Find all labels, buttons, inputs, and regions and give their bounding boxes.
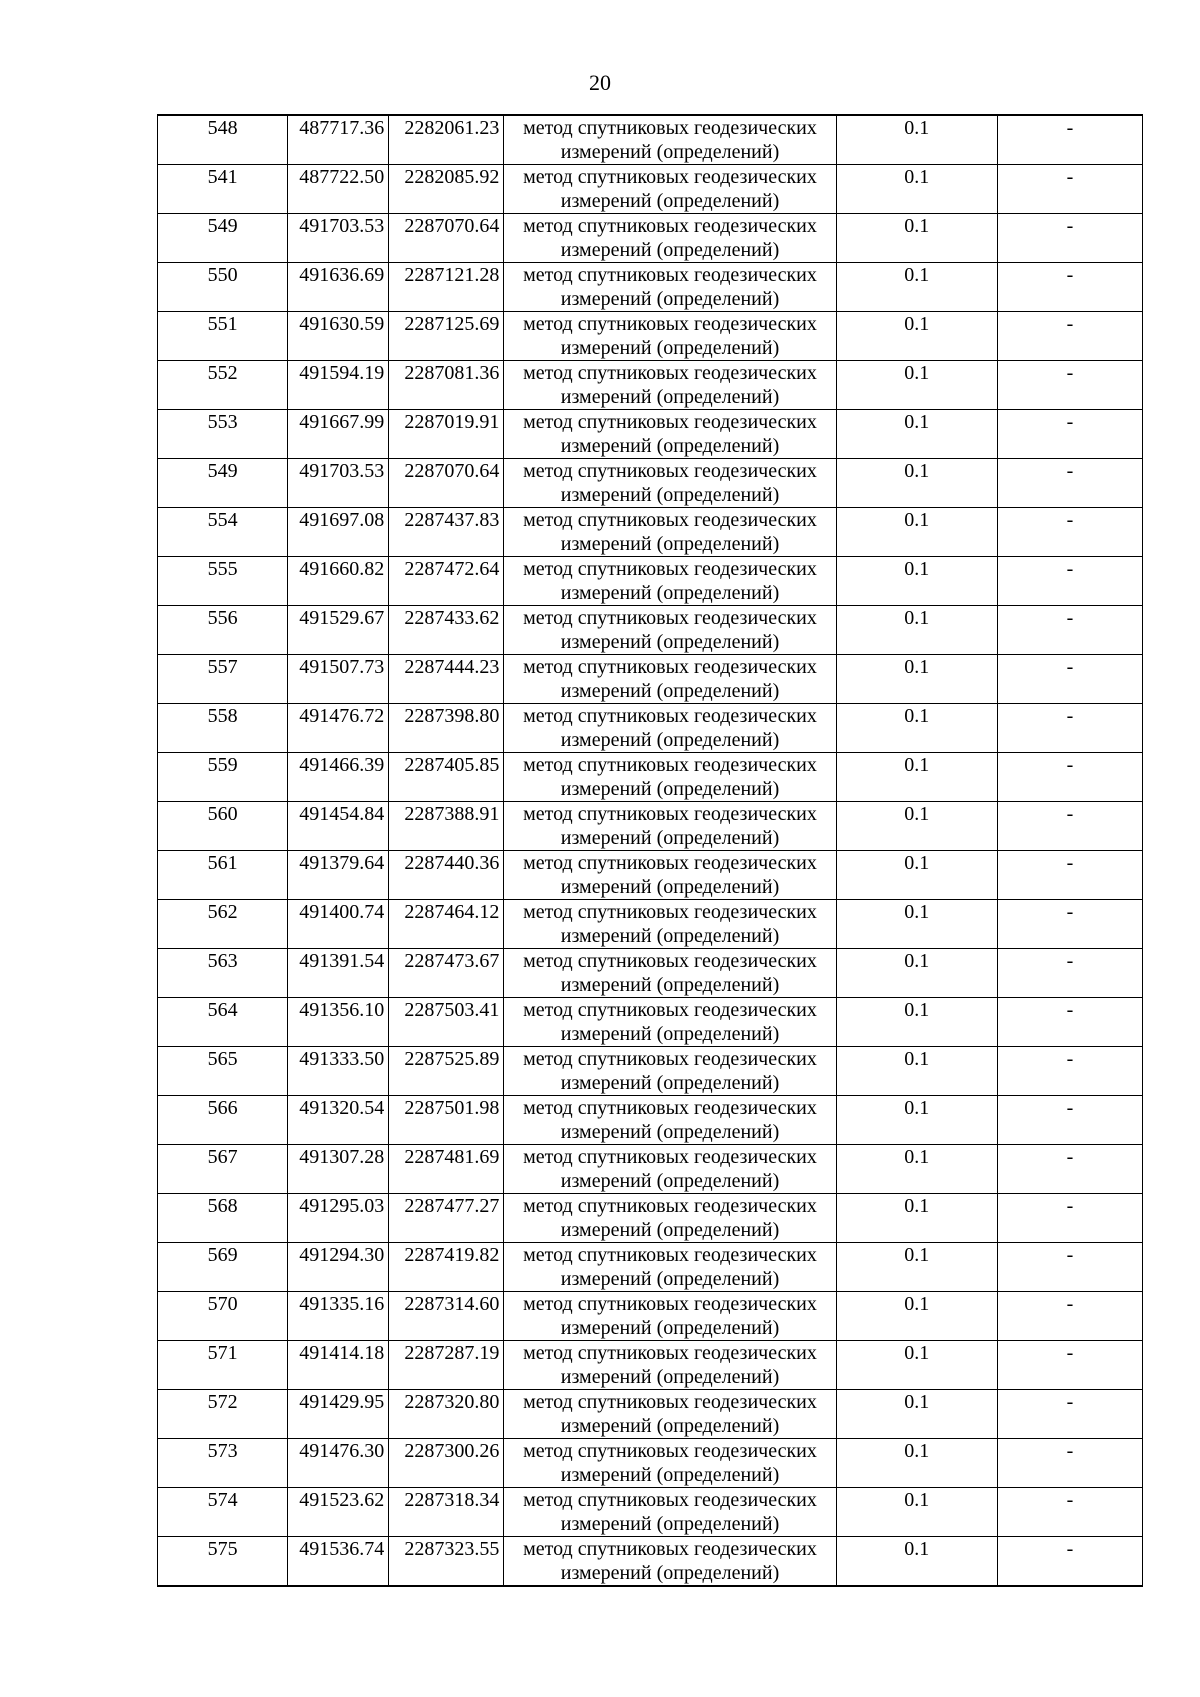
method-cell bbox=[504, 165, 836, 214]
y-coordinate-cell: 2287320.80 bbox=[389, 1390, 504, 1439]
x-coordinate-cell: 491379.64 bbox=[288, 851, 389, 900]
method-cell bbox=[504, 900, 836, 949]
y-coordinate-cell: 2287477.27 bbox=[389, 1194, 504, 1243]
table-row bbox=[158, 1145, 1143, 1194]
y-coordinate-cell: 2287503.41 bbox=[389, 998, 504, 1047]
method-cell bbox=[504, 1341, 836, 1390]
method-cell bbox=[504, 704, 836, 753]
method-line-1: метод спутниковых геодезических bbox=[523, 901, 817, 923]
point-number-cell: 550 bbox=[158, 263, 288, 312]
method-cell bbox=[504, 949, 836, 998]
x-coordinate-cell: 491594.19 bbox=[288, 361, 389, 410]
y-coordinate-cell: 2287501.98 bbox=[389, 1096, 504, 1145]
coordinates-table-body bbox=[158, 115, 1143, 1586]
table-row bbox=[158, 115, 1143, 165]
point-number-cell: 562 bbox=[158, 900, 288, 949]
y-coordinate-cell: 2287318.34 bbox=[389, 1488, 504, 1537]
accuracy-cell: 0.1 bbox=[836, 312, 997, 361]
note-cell: - bbox=[997, 214, 1142, 263]
x-coordinate-cell: 491636.69 bbox=[288, 263, 389, 312]
table-row bbox=[158, 557, 1143, 606]
note-cell: - bbox=[997, 459, 1142, 508]
method-cell bbox=[504, 1390, 836, 1439]
table-row bbox=[158, 312, 1143, 361]
method-line-1: метод спутниковых геодезических bbox=[523, 460, 817, 482]
method-line-2: измерений (определений) bbox=[560, 386, 780, 408]
method-cell bbox=[504, 753, 836, 802]
method-cell bbox=[504, 214, 836, 263]
y-coordinate-cell: 2287388.91 bbox=[389, 802, 504, 851]
method-cell bbox=[504, 998, 836, 1047]
accuracy-cell: 0.1 bbox=[836, 1341, 997, 1390]
note-cell: - bbox=[997, 606, 1142, 655]
method-cell bbox=[504, 312, 836, 361]
method-line-2: измерений (определений) bbox=[560, 1170, 780, 1192]
point-number-cell: 549 bbox=[158, 214, 288, 263]
method-cell bbox=[504, 655, 836, 704]
y-coordinate-cell: 2287437.83 bbox=[389, 508, 504, 557]
table-row bbox=[158, 1047, 1143, 1096]
method-cell bbox=[504, 557, 836, 606]
point-number-cell: 570 bbox=[158, 1292, 288, 1341]
y-coordinate-cell: 2287314.60 bbox=[389, 1292, 504, 1341]
method-line-1: метод спутниковых геодезических bbox=[523, 607, 817, 629]
x-coordinate-cell: 491630.59 bbox=[288, 312, 389, 361]
method-line-2: измерений (определений) bbox=[560, 1366, 780, 1388]
x-coordinate-cell: 491400.74 bbox=[288, 900, 389, 949]
note-cell: - bbox=[997, 1096, 1142, 1145]
method-cell bbox=[504, 1292, 836, 1341]
point-number-cell: 553 bbox=[158, 410, 288, 459]
method-line-2: измерений (определений) bbox=[560, 239, 780, 261]
point-number-cell: 571 bbox=[158, 1341, 288, 1390]
point-number-cell: 564 bbox=[158, 998, 288, 1047]
accuracy-cell: 0.1 bbox=[836, 1096, 997, 1145]
method-cell bbox=[504, 459, 836, 508]
table-row bbox=[158, 1390, 1143, 1439]
y-coordinate-cell: 2287323.55 bbox=[389, 1537, 504, 1587]
point-number-cell: 563 bbox=[158, 949, 288, 998]
method-cell bbox=[504, 263, 836, 312]
accuracy-cell: 0.1 bbox=[836, 1488, 997, 1537]
x-coordinate-cell: 491295.03 bbox=[288, 1194, 389, 1243]
y-coordinate-cell: 2287472.64 bbox=[389, 557, 504, 606]
method-line-2: измерений (определений) bbox=[560, 1415, 780, 1437]
y-coordinate-cell: 2287433.62 bbox=[389, 606, 504, 655]
accuracy-cell: 0.1 bbox=[836, 410, 997, 459]
point-number-cell: 557 bbox=[158, 655, 288, 704]
x-coordinate-cell: 491476.30 bbox=[288, 1439, 389, 1488]
method-line-2: измерений (определений) bbox=[560, 288, 780, 310]
method-line-1: метод спутниковых геодезических bbox=[523, 1293, 817, 1315]
point-number-cell: 548 bbox=[158, 115, 288, 165]
accuracy-cell: 0.1 bbox=[836, 508, 997, 557]
method-line-2: измерений (определений) bbox=[560, 1317, 780, 1339]
y-coordinate-cell: 2282061.23 bbox=[389, 115, 504, 165]
table-row bbox=[158, 410, 1143, 459]
method-line-1: метод спутниковых геодезических bbox=[523, 1342, 817, 1364]
point-number-cell: 574 bbox=[158, 1488, 288, 1537]
y-coordinate-cell: 2287444.23 bbox=[389, 655, 504, 704]
method-line-1: метод спутниковых геодезических bbox=[523, 1146, 817, 1168]
note-cell: - bbox=[997, 998, 1142, 1047]
x-coordinate-cell: 491667.99 bbox=[288, 410, 389, 459]
method-line-1: метод спутниковых геодезических bbox=[523, 803, 817, 825]
method-line-1: метод спутниковых геодезических bbox=[523, 1048, 817, 1070]
x-coordinate-cell: 491320.54 bbox=[288, 1096, 389, 1145]
y-coordinate-cell: 2287019.91 bbox=[389, 410, 504, 459]
accuracy-cell: 0.1 bbox=[836, 115, 997, 165]
table-row bbox=[158, 606, 1143, 655]
method-line-2: измерений (определений) bbox=[560, 1464, 780, 1486]
y-coordinate-cell: 2282085.92 bbox=[389, 165, 504, 214]
y-coordinate-cell: 2287287.19 bbox=[389, 1341, 504, 1390]
method-line-1: метод спутниковых геодезических bbox=[523, 411, 817, 433]
method-line-1: метод спутниковых геодезических bbox=[523, 754, 817, 776]
y-coordinate-cell: 2287473.67 bbox=[389, 949, 504, 998]
x-coordinate-cell: 491294.30 bbox=[288, 1243, 389, 1292]
method-cell bbox=[504, 115, 836, 165]
method-line-2: измерений (определений) bbox=[560, 1121, 780, 1143]
y-coordinate-cell: 2287300.26 bbox=[389, 1439, 504, 1488]
note-cell: - bbox=[997, 900, 1142, 949]
note-cell: - bbox=[997, 704, 1142, 753]
point-number-cell: 552 bbox=[158, 361, 288, 410]
method-cell bbox=[504, 508, 836, 557]
accuracy-cell: 0.1 bbox=[836, 606, 997, 655]
method-line-1: метод спутниковых геодезических bbox=[523, 313, 817, 335]
method-cell bbox=[504, 410, 836, 459]
note-cell: - bbox=[997, 1439, 1142, 1488]
table-row bbox=[158, 802, 1143, 851]
x-coordinate-cell: 491536.74 bbox=[288, 1537, 389, 1587]
method-line-1: метод спутниковых геодезических bbox=[523, 1244, 817, 1266]
method-line-2: измерений (определений) bbox=[560, 435, 780, 457]
x-coordinate-cell: 491414.18 bbox=[288, 1341, 389, 1390]
accuracy-cell: 0.1 bbox=[836, 214, 997, 263]
table-row bbox=[158, 704, 1143, 753]
method-line-2: измерений (определений) bbox=[560, 1562, 780, 1584]
y-coordinate-cell: 2287070.64 bbox=[389, 214, 504, 263]
note-cell: - bbox=[997, 312, 1142, 361]
accuracy-cell: 0.1 bbox=[836, 165, 997, 214]
note-cell: - bbox=[997, 753, 1142, 802]
x-coordinate-cell: 491660.82 bbox=[288, 557, 389, 606]
table-row bbox=[158, 655, 1143, 704]
table-row bbox=[158, 508, 1143, 557]
method-line-2: измерений (определений) bbox=[560, 337, 780, 359]
accuracy-cell: 0.1 bbox=[836, 753, 997, 802]
x-coordinate-cell: 491703.53 bbox=[288, 459, 389, 508]
method-line-1: метод спутниковых геодезических bbox=[523, 705, 817, 727]
method-cell bbox=[504, 1096, 836, 1145]
note-cell: - bbox=[997, 1047, 1142, 1096]
table-row bbox=[158, 900, 1143, 949]
point-number-cell: 555 bbox=[158, 557, 288, 606]
accuracy-cell: 0.1 bbox=[836, 1243, 997, 1292]
y-coordinate-cell: 2287464.12 bbox=[389, 900, 504, 949]
method-line-2: измерений (определений) bbox=[560, 876, 780, 898]
x-coordinate-cell: 491523.62 bbox=[288, 1488, 389, 1537]
accuracy-cell: 0.1 bbox=[836, 998, 997, 1047]
note-cell: - bbox=[997, 1341, 1142, 1390]
method-cell bbox=[504, 1145, 836, 1194]
table-row bbox=[158, 949, 1143, 998]
note-cell: - bbox=[997, 1292, 1142, 1341]
method-line-2: измерений (определений) bbox=[560, 1023, 780, 1045]
table-row bbox=[158, 165, 1143, 214]
x-coordinate-cell: 491356.10 bbox=[288, 998, 389, 1047]
note-cell: - bbox=[997, 165, 1142, 214]
point-number-cell: 575 bbox=[158, 1537, 288, 1587]
table-row bbox=[158, 753, 1143, 802]
x-coordinate-cell: 491703.53 bbox=[288, 214, 389, 263]
table-row bbox=[158, 1194, 1143, 1243]
table-row bbox=[158, 1292, 1143, 1341]
accuracy-cell: 0.1 bbox=[836, 1145, 997, 1194]
method-line-2: измерений (определений) bbox=[560, 1219, 780, 1241]
note-cell: - bbox=[997, 1243, 1142, 1292]
note-cell: - bbox=[997, 1145, 1142, 1194]
x-coordinate-cell: 491507.73 bbox=[288, 655, 389, 704]
method-line-1: метод спутниковых геодезических bbox=[523, 1489, 817, 1511]
point-number-cell: 569 bbox=[158, 1243, 288, 1292]
coordinates-table bbox=[157, 114, 1143, 1587]
note-cell: - bbox=[997, 410, 1142, 459]
method-line-1: метод спутниковых геодезических bbox=[523, 1391, 817, 1413]
table-row bbox=[158, 1096, 1143, 1145]
y-coordinate-cell: 2287081.36 bbox=[389, 361, 504, 410]
table-row bbox=[158, 1439, 1143, 1488]
table-row bbox=[158, 1341, 1143, 1390]
method-line-2: измерений (определений) bbox=[560, 1072, 780, 1094]
table-row bbox=[158, 1537, 1143, 1587]
method-line-1: метод спутниковых геодезических bbox=[523, 509, 817, 531]
method-line-2: измерений (определений) bbox=[560, 141, 780, 163]
method-line-1: метод спутниковых геодезических bbox=[523, 558, 817, 580]
x-coordinate-cell: 491429.95 bbox=[288, 1390, 389, 1439]
point-number-cell: 556 bbox=[158, 606, 288, 655]
accuracy-cell: 0.1 bbox=[836, 459, 997, 508]
point-number-cell: 567 bbox=[158, 1145, 288, 1194]
y-coordinate-cell: 2287405.85 bbox=[389, 753, 504, 802]
accuracy-cell: 0.1 bbox=[836, 1194, 997, 1243]
y-coordinate-cell: 2287398.80 bbox=[389, 704, 504, 753]
table-row bbox=[158, 1243, 1143, 1292]
x-coordinate-cell: 491335.16 bbox=[288, 1292, 389, 1341]
note-cell: - bbox=[997, 1194, 1142, 1243]
y-coordinate-cell: 2287419.82 bbox=[389, 1243, 504, 1292]
method-cell bbox=[504, 361, 836, 410]
accuracy-cell: 0.1 bbox=[836, 263, 997, 312]
y-coordinate-cell: 2287525.89 bbox=[389, 1047, 504, 1096]
table-row bbox=[158, 459, 1143, 508]
accuracy-cell: 0.1 bbox=[836, 557, 997, 606]
x-coordinate-cell: 491454.84 bbox=[288, 802, 389, 851]
method-line-1: метод спутниковых геодезических bbox=[523, 999, 817, 1021]
method-line-1: метод спутниковых геодезических bbox=[523, 1440, 817, 1462]
note-cell: - bbox=[997, 851, 1142, 900]
table-row bbox=[158, 1488, 1143, 1537]
method-line-1: метод спутниковых геодезических bbox=[523, 852, 817, 874]
note-cell: - bbox=[997, 115, 1142, 165]
x-coordinate-cell: 487722.50 bbox=[288, 165, 389, 214]
note-cell: - bbox=[997, 655, 1142, 704]
point-number-cell: 560 bbox=[158, 802, 288, 851]
method-line-1: метод спутниковых геодезических bbox=[523, 117, 817, 139]
method-line-2: измерений (определений) bbox=[560, 631, 780, 653]
method-line-2: измерений (определений) bbox=[560, 582, 780, 604]
accuracy-cell: 0.1 bbox=[836, 949, 997, 998]
method-line-2: измерений (определений) bbox=[560, 974, 780, 996]
method-cell bbox=[504, 851, 836, 900]
accuracy-cell: 0.1 bbox=[836, 1439, 997, 1488]
point-number-cell: 566 bbox=[158, 1096, 288, 1145]
method-line-2: измерений (определений) bbox=[560, 1513, 780, 1535]
method-line-1: метод спутниковых геодезических bbox=[523, 656, 817, 678]
x-coordinate-cell: 491476.72 bbox=[288, 704, 389, 753]
note-cell: - bbox=[997, 361, 1142, 410]
method-line-1: метод спутниковых геодезических bbox=[523, 1195, 817, 1217]
accuracy-cell: 0.1 bbox=[836, 1537, 997, 1587]
x-coordinate-cell: 487717.36 bbox=[288, 115, 389, 165]
x-coordinate-cell: 491466.39 bbox=[288, 753, 389, 802]
accuracy-cell: 0.1 bbox=[836, 704, 997, 753]
y-coordinate-cell: 2287121.28 bbox=[389, 263, 504, 312]
y-coordinate-cell: 2287440.36 bbox=[389, 851, 504, 900]
method-cell bbox=[504, 1488, 836, 1537]
method-cell bbox=[504, 1537, 836, 1587]
point-number-cell: 572 bbox=[158, 1390, 288, 1439]
table-row bbox=[158, 998, 1143, 1047]
method-line-1: метод спутниковых геодезических bbox=[523, 950, 817, 972]
point-number-cell: 551 bbox=[158, 312, 288, 361]
x-coordinate-cell: 491307.28 bbox=[288, 1145, 389, 1194]
point-number-cell: 565 bbox=[158, 1047, 288, 1096]
method-line-2: измерений (определений) bbox=[560, 1268, 780, 1290]
method-line-2: измерений (определений) bbox=[560, 533, 780, 555]
table-row bbox=[158, 361, 1143, 410]
x-coordinate-cell: 491697.08 bbox=[288, 508, 389, 557]
method-line-2: измерений (определений) bbox=[560, 925, 780, 947]
accuracy-cell: 0.1 bbox=[836, 900, 997, 949]
accuracy-cell: 0.1 bbox=[836, 1047, 997, 1096]
point-number-cell: 549 bbox=[158, 459, 288, 508]
method-line-2: измерений (определений) bbox=[560, 778, 780, 800]
method-line-1: метод спутниковых геодезических bbox=[523, 215, 817, 237]
x-coordinate-cell: 491529.67 bbox=[288, 606, 389, 655]
method-cell bbox=[504, 802, 836, 851]
y-coordinate-cell: 2287125.69 bbox=[389, 312, 504, 361]
point-number-cell: 561 bbox=[158, 851, 288, 900]
table-row bbox=[158, 214, 1143, 263]
table-row bbox=[158, 851, 1143, 900]
note-cell: - bbox=[997, 949, 1142, 998]
method-cell bbox=[504, 1243, 836, 1292]
method-line-1: метод спутниковых геодезических bbox=[523, 362, 817, 384]
method-line-1: метод спутниковых геодезических bbox=[523, 1538, 817, 1560]
point-number-cell: 573 bbox=[158, 1439, 288, 1488]
note-cell: - bbox=[997, 1390, 1142, 1439]
point-number-cell: 559 bbox=[158, 753, 288, 802]
point-number-cell: 558 bbox=[158, 704, 288, 753]
method-cell bbox=[504, 1439, 836, 1488]
accuracy-cell: 0.1 bbox=[836, 802, 997, 851]
method-line-1: метод спутниковых геодезических bbox=[523, 1097, 817, 1119]
note-cell: - bbox=[997, 263, 1142, 312]
accuracy-cell: 0.1 bbox=[836, 851, 997, 900]
method-line-2: измерений (определений) bbox=[560, 484, 780, 506]
method-line-2: измерений (определений) bbox=[560, 827, 780, 849]
note-cell: - bbox=[997, 1537, 1142, 1587]
method-line-1: метод спутниковых геодезических bbox=[523, 166, 817, 188]
note-cell: - bbox=[997, 802, 1142, 851]
page-number: 20 bbox=[589, 70, 611, 95]
note-cell: - bbox=[997, 508, 1142, 557]
note-cell: - bbox=[997, 557, 1142, 606]
point-number-cell: 541 bbox=[158, 165, 288, 214]
method-line-1: метод спутниковых геодезических bbox=[523, 264, 817, 286]
method-cell bbox=[504, 606, 836, 655]
accuracy-cell: 0.1 bbox=[836, 655, 997, 704]
accuracy-cell: 0.1 bbox=[836, 361, 997, 410]
method-cell bbox=[504, 1194, 836, 1243]
point-number-cell: 568 bbox=[158, 1194, 288, 1243]
y-coordinate-cell: 2287070.64 bbox=[389, 459, 504, 508]
method-line-2: измерений (определений) bbox=[560, 729, 780, 751]
accuracy-cell: 0.1 bbox=[836, 1292, 997, 1341]
accuracy-cell: 0.1 bbox=[836, 1390, 997, 1439]
method-line-2: измерений (определений) bbox=[560, 680, 780, 702]
table-row bbox=[158, 263, 1143, 312]
x-coordinate-cell: 491333.50 bbox=[288, 1047, 389, 1096]
note-cell: - bbox=[997, 1488, 1142, 1537]
x-coordinate-cell: 491391.54 bbox=[288, 949, 389, 998]
point-number-cell: 554 bbox=[158, 508, 288, 557]
method-line-2: измерений (определений) bbox=[560, 190, 780, 212]
y-coordinate-cell: 2287481.69 bbox=[389, 1145, 504, 1194]
method-cell bbox=[504, 1047, 836, 1096]
